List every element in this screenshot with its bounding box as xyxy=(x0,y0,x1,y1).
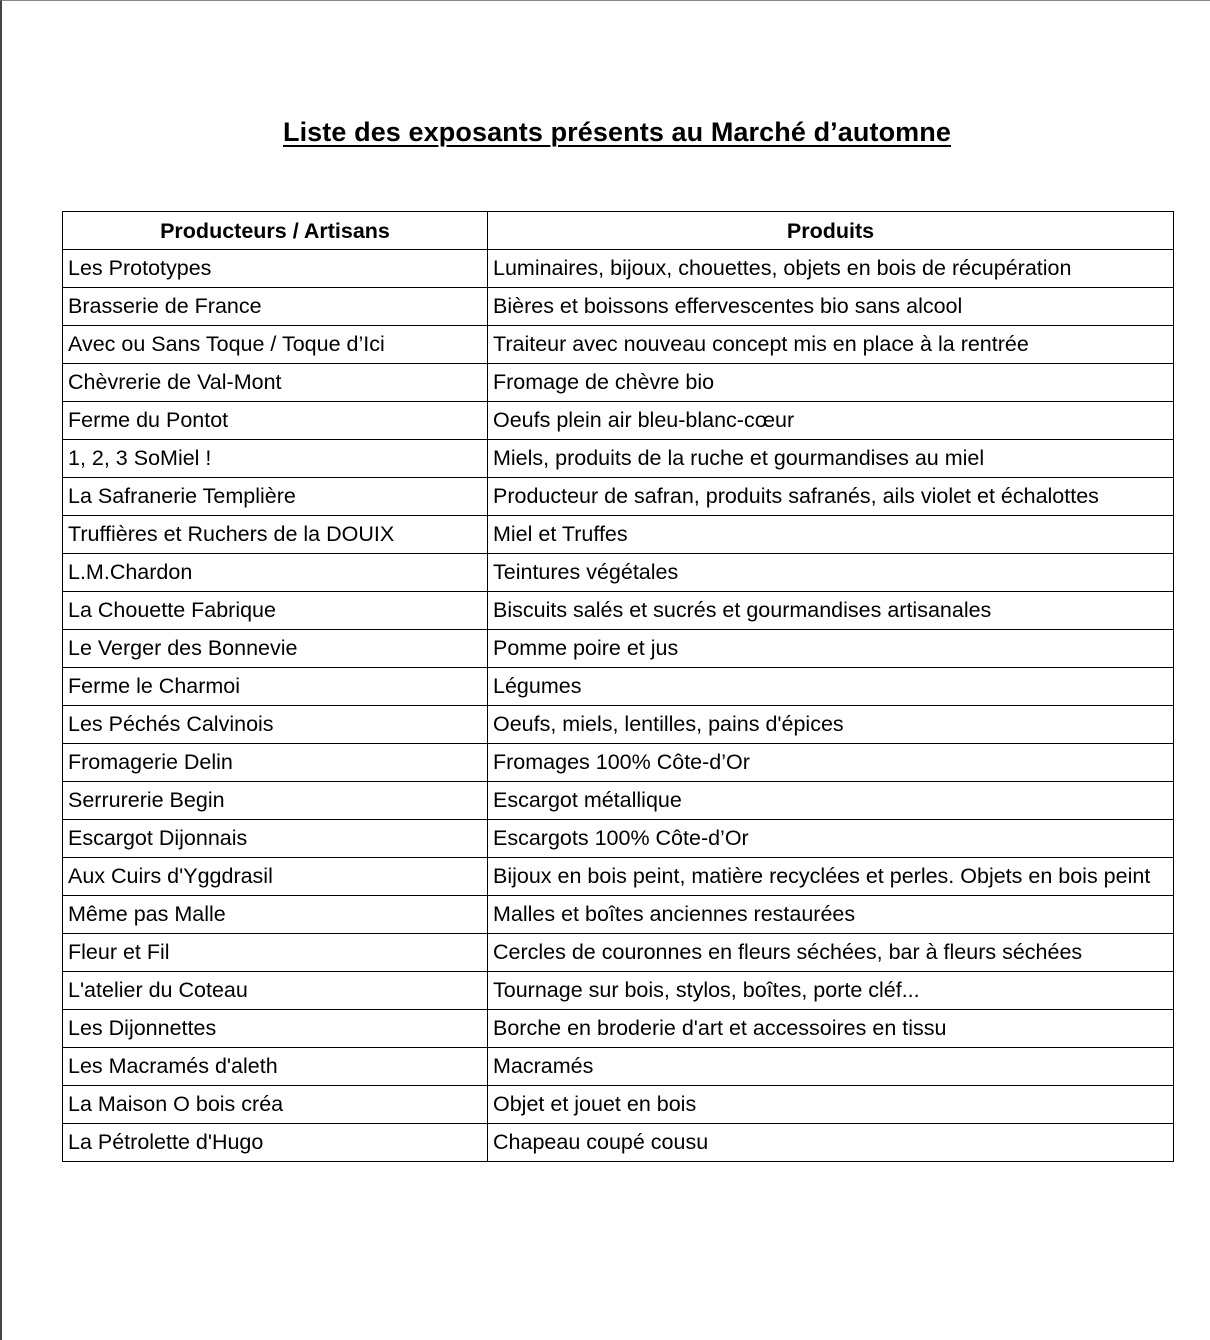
products-cell: Oeufs, miels, lentilles, pains d'épices xyxy=(488,706,1174,744)
producer-cell: Fromagerie Delin xyxy=(63,744,488,782)
products-cell: Biscuits salés et sucrés et gourmandises artisanales xyxy=(488,592,1174,630)
exhibitors-table xyxy=(62,211,1174,1162)
table-row xyxy=(63,668,1174,706)
table-row xyxy=(63,858,1174,896)
table-row xyxy=(63,972,1174,1010)
producer-cell: 1, 2, 3 SoMiel ! xyxy=(63,440,488,478)
table-row xyxy=(63,1010,1174,1048)
table-row xyxy=(63,744,1174,782)
producer-cell: Brasserie de France xyxy=(63,288,488,326)
producer-cell: Avec ou Sans Toque / Toque d’Ici xyxy=(63,326,488,364)
producer-cell: La Chouette Fabrique xyxy=(63,592,488,630)
products-cell: Oeufs plein air bleu-blanc-cœur xyxy=(488,402,1174,440)
producer-cell: Les Péchés Calvinois xyxy=(63,706,488,744)
table-row xyxy=(63,820,1174,858)
producer-cell: Le Verger des Bonnevie xyxy=(63,630,488,668)
producer-cell: Aux Cuirs d'Yggdrasil xyxy=(63,858,488,896)
header-producers: Producteurs / Artisans xyxy=(63,212,488,250)
products-cell: Malles et boîtes anciennes restaurées xyxy=(488,896,1174,934)
products-cell: Miel et Truffes xyxy=(488,516,1174,554)
producer-cell: L'atelier du Coteau xyxy=(63,972,488,1010)
producer-cell: La Pétrolette d'Hugo xyxy=(63,1124,488,1162)
products-cell: Escargots 100% Côte-d’Or xyxy=(488,820,1174,858)
table-row xyxy=(63,554,1174,592)
document-title: Liste des exposants présents au Marché d’automne xyxy=(282,117,951,147)
producer-cell: Truffières et Ruchers de la DOUIX xyxy=(63,516,488,554)
table-row xyxy=(63,516,1174,554)
table-row xyxy=(63,250,1174,288)
products-cell: Traiteur avec nouveau concept mis en place à la rentrée xyxy=(488,326,1174,364)
products-cell: Cercles de couronnes en fleurs séchées, bar à fleurs séchées xyxy=(488,934,1174,972)
producer-cell: Escargot Dijonnais xyxy=(63,820,488,858)
products-cell: Fromage de chèvre bio xyxy=(488,364,1174,402)
producer-cell: Serrurerie Begin xyxy=(63,782,488,820)
table-row xyxy=(63,478,1174,516)
table-row xyxy=(63,1048,1174,1086)
producer-cell: La Safranerie Templière xyxy=(63,478,488,516)
producer-cell: Les Macramés d'aleth xyxy=(63,1048,488,1086)
products-cell: Objet et jouet en bois xyxy=(488,1086,1174,1124)
table-row xyxy=(63,326,1174,364)
products-cell: Borche en broderie d'art et accessoires en tissu xyxy=(488,1010,1174,1048)
table-row xyxy=(63,1124,1174,1162)
producer-cell: Les Prototypes xyxy=(63,250,488,288)
table-row xyxy=(63,782,1174,820)
products-cell: Macramés xyxy=(488,1048,1174,1086)
products-cell: Luminaires, bijoux, chouettes, objets en bois de récupération xyxy=(488,250,1174,288)
products-cell: Bières et boissons effervescentes bio sans alcool xyxy=(488,288,1174,326)
producer-cell: L.M.Chardon xyxy=(63,554,488,592)
products-cell: Fromages 100% Côte-d’Or xyxy=(488,744,1174,782)
table-row xyxy=(63,934,1174,972)
table-row xyxy=(63,706,1174,744)
table-row xyxy=(63,364,1174,402)
producer-cell: Même pas Malle xyxy=(63,896,488,934)
table-header-row xyxy=(63,212,1174,250)
products-cell: Miels, produits de la ruche et gourmandises au miel xyxy=(488,440,1174,478)
producer-cell: Ferme le Charmoi xyxy=(63,668,488,706)
products-cell: Bijoux en bois peint, matière recyclées et perles. Objets en bois peint xyxy=(488,858,1174,896)
producer-cell: La Maison O bois créa xyxy=(63,1086,488,1124)
products-cell: Teintures végétales xyxy=(488,554,1174,592)
producer-cell: Chèvrerie de Val-Mont xyxy=(63,364,488,402)
products-cell: Pomme poire et jus xyxy=(488,630,1174,668)
table-row xyxy=(63,288,1174,326)
products-cell: Escargot métallique xyxy=(488,782,1174,820)
header-products: Produits xyxy=(488,212,1174,250)
table-row xyxy=(63,592,1174,630)
table-row xyxy=(63,1086,1174,1124)
table-row xyxy=(63,402,1174,440)
products-cell: Producteur de safran, produits safranés, ails violet et échalottes xyxy=(488,478,1174,516)
products-cell: Tournage sur bois, stylos, boîtes, porte cléf... xyxy=(488,972,1174,1010)
producer-cell: Ferme du Pontot xyxy=(63,402,488,440)
table-row xyxy=(63,896,1174,934)
products-cell: Chapeau coupé cousu xyxy=(488,1124,1174,1162)
table-row xyxy=(63,630,1174,668)
table-row xyxy=(63,440,1174,478)
products-cell: Légumes xyxy=(488,668,1174,706)
producer-cell: Les Dijonnettes xyxy=(63,1010,488,1048)
producer-cell: Fleur et Fil xyxy=(63,934,488,972)
